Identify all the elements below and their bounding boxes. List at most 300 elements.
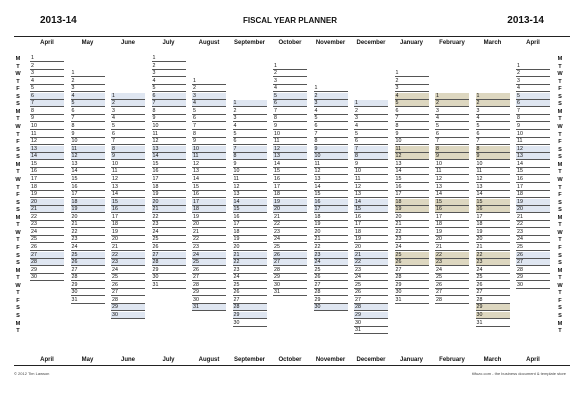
day-cell[interactable] — [314, 282, 348, 289]
day-cell[interactable] — [30, 221, 64, 228]
day-cell[interactable] — [395, 108, 429, 115]
day-cell[interactable] — [314, 100, 348, 107]
day-cell[interactable] — [111, 146, 145, 153]
day-cell[interactable] — [192, 229, 226, 236]
day-cell[interactable] — [395, 274, 429, 281]
day-cell[interactable] — [395, 199, 429, 206]
day-cell[interactable] — [192, 221, 226, 228]
day-cell[interactable] — [314, 93, 348, 100]
day-cell[interactable] — [273, 146, 307, 153]
day-cell[interactable] — [435, 123, 469, 130]
day-cell[interactable] — [476, 100, 510, 107]
day-cell[interactable] — [233, 236, 267, 243]
day-cell[interactable] — [233, 161, 267, 168]
day-cell[interactable] — [516, 138, 550, 145]
day-cell[interactable] — [435, 221, 469, 228]
day-cell[interactable] — [273, 259, 307, 266]
day-cell[interactable] — [30, 176, 64, 183]
day-cell[interactable] — [152, 267, 186, 274]
day-cell[interactable] — [152, 274, 186, 281]
day-cell[interactable] — [354, 199, 388, 206]
day-cell[interactable] — [516, 123, 550, 130]
day-cell[interactable] — [314, 153, 348, 160]
day-cell[interactable] — [314, 184, 348, 191]
day-cell[interactable] — [395, 138, 429, 145]
day-cell[interactable] — [233, 274, 267, 281]
day-cell[interactable] — [435, 108, 469, 115]
day-cell[interactable] — [476, 289, 510, 296]
day-cell[interactable] — [435, 206, 469, 213]
day-cell[interactable] — [354, 138, 388, 145]
day-cell[interactable] — [152, 131, 186, 138]
day-cell[interactable] — [273, 282, 307, 289]
day-cell[interactable] — [516, 214, 550, 221]
day-cell[interactable] — [314, 236, 348, 243]
day-cell[interactable] — [395, 131, 429, 138]
day-cell[interactable] — [354, 229, 388, 236]
day-cell[interactable] — [354, 259, 388, 266]
day-cell[interactable] — [516, 93, 550, 100]
day-cell[interactable] — [395, 115, 429, 122]
day-cell[interactable] — [111, 138, 145, 145]
day-cell[interactable] — [516, 146, 550, 153]
day-cell[interactable] — [30, 153, 64, 160]
day-cell[interactable] — [111, 229, 145, 236]
day-cell[interactable] — [273, 221, 307, 228]
day-cell[interactable] — [273, 267, 307, 274]
day-cell[interactable] — [30, 214, 64, 221]
day-cell[interactable] — [192, 115, 226, 122]
day-cell[interactable] — [354, 214, 388, 221]
day-cell[interactable] — [273, 161, 307, 168]
day-cell[interactable] — [395, 236, 429, 243]
day-cell[interactable] — [354, 108, 388, 115]
day-cell[interactable] — [233, 304, 267, 311]
day-cell[interactable] — [476, 214, 510, 221]
day-cell[interactable] — [314, 85, 348, 92]
day-cell[interactable] — [354, 320, 388, 327]
day-cell[interactable] — [476, 312, 510, 319]
day-cell[interactable] — [435, 168, 469, 175]
day-cell[interactable] — [192, 206, 226, 213]
day-cell[interactable] — [314, 131, 348, 138]
day-cell[interactable] — [152, 229, 186, 236]
day-cell[interactable] — [233, 214, 267, 221]
day-cell[interactable] — [71, 93, 105, 100]
day-cell[interactable] — [354, 184, 388, 191]
day-cell[interactable] — [476, 108, 510, 115]
day-cell[interactable] — [395, 244, 429, 251]
day-cell[interactable] — [476, 229, 510, 236]
day-cell[interactable] — [476, 267, 510, 274]
day-cell[interactable] — [314, 252, 348, 259]
day-cell[interactable] — [395, 267, 429, 274]
day-cell[interactable] — [273, 85, 307, 92]
day-cell[interactable] — [111, 252, 145, 259]
day-cell[interactable] — [152, 123, 186, 130]
day-cell[interactable] — [111, 191, 145, 198]
day-cell[interactable] — [233, 191, 267, 198]
day-cell[interactable] — [30, 229, 64, 236]
day-cell[interactable] — [192, 161, 226, 168]
day-cell[interactable] — [111, 115, 145, 122]
day-cell[interactable] — [152, 206, 186, 213]
day-cell[interactable] — [476, 191, 510, 198]
day-cell[interactable] — [476, 304, 510, 311]
day-cell[interactable] — [152, 176, 186, 183]
day-cell[interactable] — [435, 214, 469, 221]
day-cell[interactable] — [30, 146, 64, 153]
day-cell[interactable] — [354, 115, 388, 122]
day-cell[interactable] — [273, 244, 307, 251]
day-cell[interactable] — [435, 259, 469, 266]
day-cell[interactable] — [435, 93, 469, 100]
day-cell[interactable] — [435, 229, 469, 236]
day-cell[interactable] — [233, 267, 267, 274]
day-cell[interactable] — [516, 176, 550, 183]
day-cell[interactable] — [354, 221, 388, 228]
day-cell[interactable] — [395, 161, 429, 168]
day-cell[interactable] — [30, 199, 64, 206]
day-cell[interactable] — [314, 289, 348, 296]
day-cell[interactable] — [71, 78, 105, 85]
day-cell[interactable] — [435, 236, 469, 243]
day-cell[interactable] — [152, 214, 186, 221]
day-cell[interactable] — [516, 206, 550, 213]
day-cell[interactable] — [111, 297, 145, 304]
day-cell[interactable] — [314, 297, 348, 304]
day-cell[interactable] — [273, 214, 307, 221]
day-cell[interactable] — [516, 236, 550, 243]
day-cell[interactable] — [435, 267, 469, 274]
day-cell[interactable] — [516, 108, 550, 115]
day-cell[interactable] — [516, 282, 550, 289]
day-cell[interactable] — [71, 282, 105, 289]
day-cell[interactable] — [354, 100, 388, 107]
day-cell[interactable] — [354, 153, 388, 160]
day-cell[interactable] — [71, 214, 105, 221]
day-cell[interactable] — [516, 184, 550, 191]
day-cell[interactable] — [395, 93, 429, 100]
day-cell[interactable] — [152, 78, 186, 85]
day-cell[interactable] — [233, 131, 267, 138]
day-cell[interactable] — [435, 199, 469, 206]
day-cell[interactable] — [192, 100, 226, 107]
day-cell[interactable] — [71, 131, 105, 138]
day-cell[interactable] — [192, 214, 226, 221]
day-cell[interactable] — [273, 131, 307, 138]
day-cell[interactable] — [273, 153, 307, 160]
day-cell[interactable] — [233, 206, 267, 213]
day-cell[interactable] — [152, 252, 186, 259]
day-cell[interactable] — [30, 108, 64, 115]
day-cell[interactable] — [395, 70, 429, 77]
day-cell[interactable] — [152, 108, 186, 115]
day-cell[interactable] — [435, 100, 469, 107]
day-cell[interactable] — [516, 78, 550, 85]
day-cell[interactable] — [192, 153, 226, 160]
day-cell[interactable] — [395, 184, 429, 191]
day-cell[interactable] — [71, 199, 105, 206]
day-cell[interactable] — [435, 244, 469, 251]
day-cell[interactable] — [233, 176, 267, 183]
day-cell[interactable] — [476, 236, 510, 243]
day-cell[interactable] — [476, 320, 510, 327]
day-cell[interactable] — [192, 78, 226, 85]
day-cell[interactable] — [30, 70, 64, 77]
day-cell[interactable] — [111, 161, 145, 168]
day-cell[interactable] — [273, 70, 307, 77]
day-cell[interactable] — [354, 289, 388, 296]
day-cell[interactable] — [30, 78, 64, 85]
day-cell[interactable] — [233, 229, 267, 236]
day-cell[interactable] — [273, 289, 307, 296]
day-cell[interactable] — [233, 259, 267, 266]
day-cell[interactable] — [71, 153, 105, 160]
day-cell[interactable] — [476, 252, 510, 259]
day-cell[interactable] — [273, 206, 307, 213]
day-cell[interactable] — [273, 184, 307, 191]
day-cell[interactable] — [30, 63, 64, 70]
day-cell[interactable] — [395, 191, 429, 198]
day-cell[interactable] — [71, 267, 105, 274]
day-cell[interactable] — [30, 206, 64, 213]
day-cell[interactable] — [354, 267, 388, 274]
day-cell[interactable] — [435, 146, 469, 153]
day-cell[interactable] — [192, 289, 226, 296]
day-cell[interactable] — [354, 282, 388, 289]
day-cell[interactable] — [435, 153, 469, 160]
day-cell[interactable] — [516, 153, 550, 160]
day-cell[interactable] — [233, 252, 267, 259]
day-cell[interactable] — [192, 282, 226, 289]
day-cell[interactable] — [476, 206, 510, 213]
day-cell[interactable] — [395, 78, 429, 85]
day-cell[interactable] — [476, 259, 510, 266]
day-cell[interactable] — [273, 199, 307, 206]
day-cell[interactable] — [516, 70, 550, 77]
day-cell[interactable] — [395, 168, 429, 175]
day-cell[interactable] — [30, 184, 64, 191]
day-cell[interactable] — [30, 55, 64, 62]
day-cell[interactable] — [71, 70, 105, 77]
day-cell[interactable] — [233, 153, 267, 160]
day-cell[interactable] — [71, 108, 105, 115]
day-cell[interactable] — [476, 297, 510, 304]
day-cell[interactable] — [111, 236, 145, 243]
day-cell[interactable] — [233, 115, 267, 122]
day-cell[interactable] — [476, 161, 510, 168]
day-cell[interactable] — [192, 184, 226, 191]
day-cell[interactable] — [192, 191, 226, 198]
day-cell[interactable] — [354, 206, 388, 213]
day-cell[interactable] — [395, 259, 429, 266]
day-cell[interactable] — [152, 221, 186, 228]
day-cell[interactable] — [192, 176, 226, 183]
day-cell[interactable] — [354, 297, 388, 304]
day-cell[interactable] — [314, 191, 348, 198]
day-cell[interactable] — [516, 244, 550, 251]
day-cell[interactable] — [30, 93, 64, 100]
day-cell[interactable] — [354, 131, 388, 138]
day-cell[interactable] — [233, 108, 267, 115]
day-cell[interactable] — [314, 161, 348, 168]
day-cell[interactable] — [152, 199, 186, 206]
day-cell[interactable] — [30, 259, 64, 266]
day-cell[interactable] — [354, 168, 388, 175]
day-cell[interactable] — [192, 108, 226, 115]
day-cell[interactable] — [314, 146, 348, 153]
day-cell[interactable] — [30, 85, 64, 92]
day-cell[interactable] — [354, 146, 388, 153]
day-cell[interactable] — [476, 123, 510, 130]
day-cell[interactable] — [314, 229, 348, 236]
day-cell[interactable] — [516, 274, 550, 281]
day-cell[interactable] — [314, 108, 348, 115]
day-cell[interactable] — [152, 63, 186, 70]
day-cell[interactable] — [314, 176, 348, 183]
day-cell[interactable] — [516, 267, 550, 274]
day-cell[interactable] — [395, 100, 429, 107]
day-cell[interactable] — [71, 244, 105, 251]
day-cell[interactable] — [233, 289, 267, 296]
day-cell[interactable] — [152, 138, 186, 145]
day-cell[interactable] — [354, 123, 388, 130]
day-cell[interactable] — [516, 229, 550, 236]
day-cell[interactable] — [152, 244, 186, 251]
day-cell[interactable] — [435, 282, 469, 289]
day-cell[interactable] — [71, 206, 105, 213]
day-cell[interactable] — [152, 184, 186, 191]
day-cell[interactable] — [273, 93, 307, 100]
day-cell[interactable] — [71, 252, 105, 259]
day-cell[interactable] — [111, 274, 145, 281]
day-cell[interactable] — [71, 221, 105, 228]
day-cell[interactable] — [395, 221, 429, 228]
day-cell[interactable] — [273, 108, 307, 115]
day-cell[interactable] — [476, 282, 510, 289]
day-cell[interactable] — [395, 282, 429, 289]
day-cell[interactable] — [71, 138, 105, 145]
day-cell[interactable] — [192, 93, 226, 100]
day-cell[interactable] — [111, 259, 145, 266]
day-cell[interactable] — [354, 244, 388, 251]
day-cell[interactable] — [71, 176, 105, 183]
day-cell[interactable] — [476, 93, 510, 100]
day-cell[interactable] — [476, 244, 510, 251]
day-cell[interactable] — [314, 214, 348, 221]
day-cell[interactable] — [516, 191, 550, 198]
day-cell[interactable] — [354, 312, 388, 319]
day-cell[interactable] — [111, 312, 145, 319]
day-cell[interactable] — [71, 191, 105, 198]
day-cell[interactable] — [314, 274, 348, 281]
day-cell[interactable] — [111, 282, 145, 289]
day-cell[interactable] — [233, 320, 267, 327]
day-cell[interactable] — [192, 236, 226, 243]
day-cell[interactable] — [314, 267, 348, 274]
day-cell[interactable] — [354, 236, 388, 243]
day-cell[interactable] — [71, 146, 105, 153]
day-cell[interactable] — [30, 252, 64, 259]
day-cell[interactable] — [314, 138, 348, 145]
day-cell[interactable] — [192, 131, 226, 138]
day-cell[interactable] — [354, 274, 388, 281]
day-cell[interactable] — [71, 297, 105, 304]
day-cell[interactable] — [71, 115, 105, 122]
day-cell[interactable] — [314, 115, 348, 122]
day-cell[interactable] — [30, 274, 64, 281]
day-cell[interactable] — [192, 123, 226, 130]
day-cell[interactable] — [152, 282, 186, 289]
day-cell[interactable] — [30, 267, 64, 274]
day-cell[interactable] — [516, 85, 550, 92]
day-cell[interactable] — [354, 304, 388, 311]
day-cell[interactable] — [435, 289, 469, 296]
day-cell[interactable] — [30, 100, 64, 107]
day-cell[interactable] — [233, 199, 267, 206]
day-cell[interactable] — [354, 327, 388, 334]
day-cell[interactable] — [354, 176, 388, 183]
day-cell[interactable] — [395, 252, 429, 259]
day-cell[interactable] — [435, 138, 469, 145]
day-cell[interactable] — [152, 115, 186, 122]
day-cell[interactable] — [435, 161, 469, 168]
day-cell[interactable] — [476, 184, 510, 191]
day-cell[interactable] — [111, 131, 145, 138]
day-cell[interactable] — [192, 199, 226, 206]
day-cell[interactable] — [354, 161, 388, 168]
day-cell[interactable] — [71, 168, 105, 175]
day-cell[interactable] — [152, 168, 186, 175]
day-cell[interactable] — [314, 199, 348, 206]
day-cell[interactable] — [273, 63, 307, 70]
day-cell[interactable] — [192, 252, 226, 259]
day-cell[interactable] — [516, 252, 550, 259]
day-cell[interactable] — [192, 304, 226, 311]
day-cell[interactable] — [152, 55, 186, 62]
day-cell[interactable] — [233, 244, 267, 251]
day-cell[interactable] — [476, 115, 510, 122]
day-cell[interactable] — [71, 274, 105, 281]
day-cell[interactable] — [314, 123, 348, 130]
day-cell[interactable] — [111, 176, 145, 183]
day-cell[interactable] — [435, 184, 469, 191]
day-cell[interactable] — [516, 100, 550, 107]
day-cell[interactable] — [476, 168, 510, 175]
day-cell[interactable] — [273, 100, 307, 107]
day-cell[interactable] — [152, 191, 186, 198]
day-cell[interactable] — [476, 146, 510, 153]
day-cell[interactable] — [111, 93, 145, 100]
day-cell[interactable] — [435, 252, 469, 259]
day-cell[interactable] — [152, 93, 186, 100]
day-cell[interactable] — [516, 221, 550, 228]
day-cell[interactable] — [273, 176, 307, 183]
day-cell[interactable] — [435, 297, 469, 304]
day-cell[interactable] — [273, 168, 307, 175]
day-cell[interactable] — [111, 221, 145, 228]
day-cell[interactable] — [395, 206, 429, 213]
day-cell[interactable] — [111, 168, 145, 175]
day-cell[interactable] — [516, 115, 550, 122]
day-cell[interactable] — [395, 85, 429, 92]
day-cell[interactable] — [476, 153, 510, 160]
day-cell[interactable] — [152, 259, 186, 266]
day-cell[interactable] — [233, 168, 267, 175]
day-cell[interactable] — [152, 236, 186, 243]
day-cell[interactable] — [516, 63, 550, 70]
